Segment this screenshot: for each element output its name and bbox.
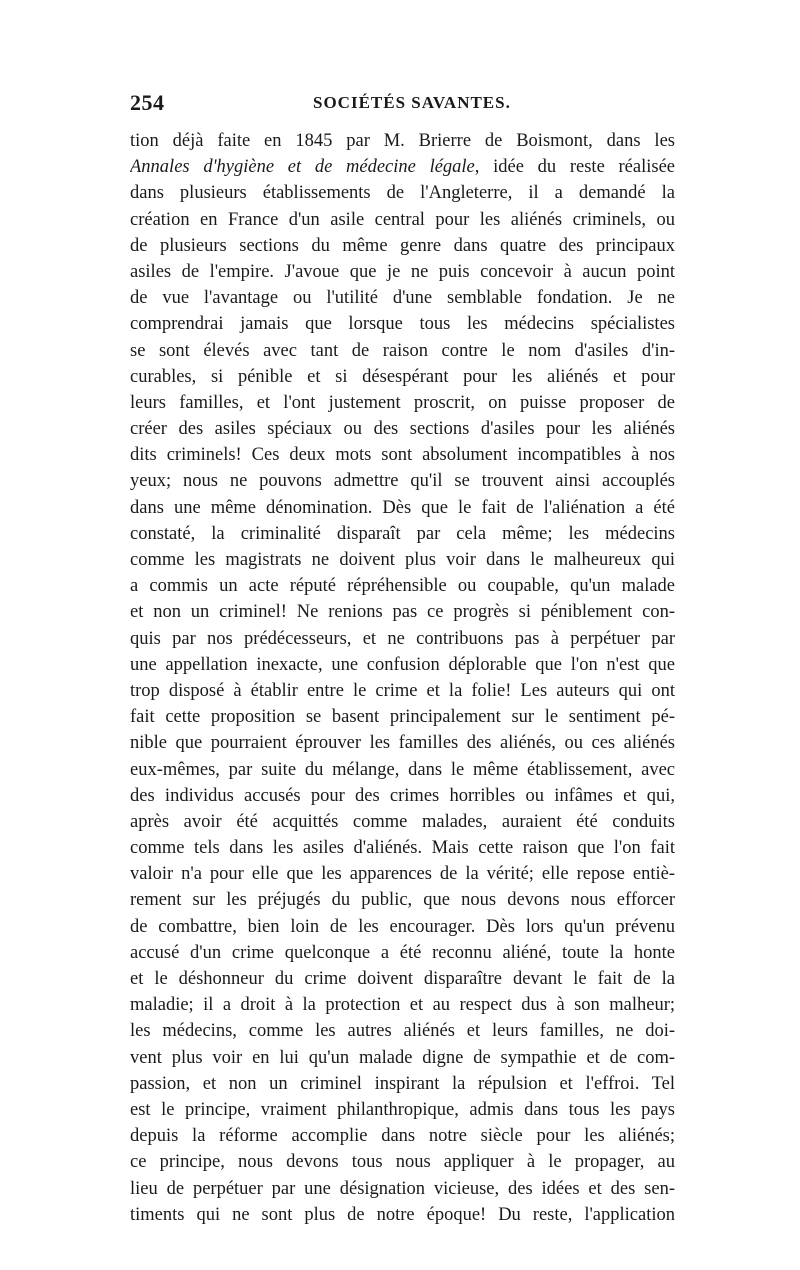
- text-line: création en France d'un asile central pour les aliénés criminels, ou: [130, 209, 675, 230]
- page-number: 254: [130, 90, 165, 115]
- text-line: une appellation inexacte, une confusion déplorable que l'on n'est que: [130, 654, 675, 675]
- text-line: dans une même dénomination. Dès que le fait de l'aliénation a été: [130, 497, 675, 518]
- text-line: comme les magistrats ne doivent plus voir dans le malheureux qui: [130, 550, 675, 570]
- text-line: timents qui ne sont plus de notre époque! Du reste, l'application: [130, 1204, 675, 1225]
- text-line: quis par nos prédécesseurs, et ne contribuons pas à perpétuer par: [130, 628, 675, 649]
- running-title: SOCIÉTÉS SAVANTES.: [313, 93, 511, 112]
- text-line: de vue l'avantage ou l'utilité d'une semblable fondation. Je ne: [130, 288, 675, 309]
- text-line: des individus accusés pour des crimes horribles ou infâmes et qui,: [130, 785, 675, 806]
- text-line: tion déjà faite en 1845 par M. Brierre de Boismont, dans les: [130, 131, 675, 151]
- text-line: accusé d'un crime quelconque a été reconnu aliéné, toute la honte: [130, 942, 675, 963]
- text-line: valoir n'a pour elle que les apparences de la vérité; elle repose entiè-: [130, 864, 675, 885]
- text-line: se sont élevés avec tant de raison contre le nom d'asiles d'in-: [130, 340, 675, 361]
- text-line: les médecins, comme les autres aliénés et leurs familles, ne doi-: [130, 1021, 675, 1042]
- text-line: trop disposé à établir entre le crime et la folie! Les auteurs qui ont: [130, 680, 675, 701]
- text-line: et le déshonneur du crime doivent disparaître devant le fait de la: [130, 969, 675, 989]
- text-line: asiles de l'empire. J'avoue que je ne puis concevoir à aucun point: [130, 261, 675, 282]
- body-text: [130, 128, 675, 1228]
- text-line: créer des asiles spéciaux ou des sections d'asiles pour les aliénés: [130, 419, 675, 440]
- text-line: depuis la réforme accomplie dans notre siècle pour les aliénés;: [130, 1126, 675, 1147]
- text-line: comprendrai jamais que lorsque tous les médecins spécialistes: [130, 314, 675, 335]
- text-line: a commis un acte réputé répréhensible ou coupable, qu'un malade: [130, 576, 675, 597]
- text-line: dits criminels! Ces deux mots sont absolument incompatibles à nos: [130, 445, 675, 466]
- text-line-italic-journal: Annales d'hygiène et de médecine légale, idée du reste réalisée: [130, 157, 675, 178]
- text-line: eux-mêmes, par suite du mélange, dans le même établissement, avec: [130, 759, 675, 780]
- text-line: vent plus voir en lui qu'un malade digne de sympathie et de com-: [130, 1047, 675, 1068]
- text-line: dans plusieurs établissements de l'Angleterre, il a demandé la: [130, 183, 675, 204]
- text-line: de combattre, bien loin de les encourager. Dès lors qu'un prévenu: [130, 916, 675, 937]
- text-line: nible que pourraient éprouver les familles des aliénés, ou ces aliénés: [130, 733, 675, 754]
- text-line: rement sur les préjugés du public, que nous devons nous efforcer: [130, 890, 675, 911]
- text-line: et non un criminel! Ne renions pas ce progrès si péniblement con-: [130, 602, 675, 623]
- text-line: passion, et non un criminel inspirant la répulsion et l'effroi. Tel: [130, 1073, 675, 1094]
- text-line: ce principe, nous devons tous nous appliquer à le propager, au: [130, 1152, 675, 1173]
- text-line: yeux; nous ne pouvons admettre qu'il se trouvent ainsi accouplés: [130, 471, 675, 492]
- text-line: leurs familles, et l'ont justement proscrit, on puisse proposer de: [130, 392, 675, 413]
- text-line: curables, si pénible et si désespérant pour les aliénés et pour: [130, 366, 675, 387]
- text-line: fait cette proposition se basent principalement sur le sentiment pé-: [130, 707, 675, 728]
- text-line: comme tels dans les asiles d'aliénés. Mais cette raison que l'on fait: [130, 838, 675, 859]
- text-line: maladie; il a droit à la protection et au respect dus à son malheur;: [130, 995, 675, 1016]
- journal-title: Annales d'hygiène et de médecine légale: [130, 157, 475, 178]
- page-header: [130, 90, 675, 118]
- text-line: lieu de perpétuer par une désignation vicieuse, des idées et des sen-: [130, 1178, 675, 1199]
- text-line: est le principe, vraiment philanthropique, admis dans tous les pays: [130, 1099, 675, 1120]
- text-line: constaté, la criminalité disparaît par cela même; les médecins: [130, 523, 675, 544]
- text-line: de plusieurs sections du même genre dans quatre des principaux: [130, 235, 675, 256]
- text-line: après avoir été acquittés comme malades, auraient été conduits: [130, 811, 675, 832]
